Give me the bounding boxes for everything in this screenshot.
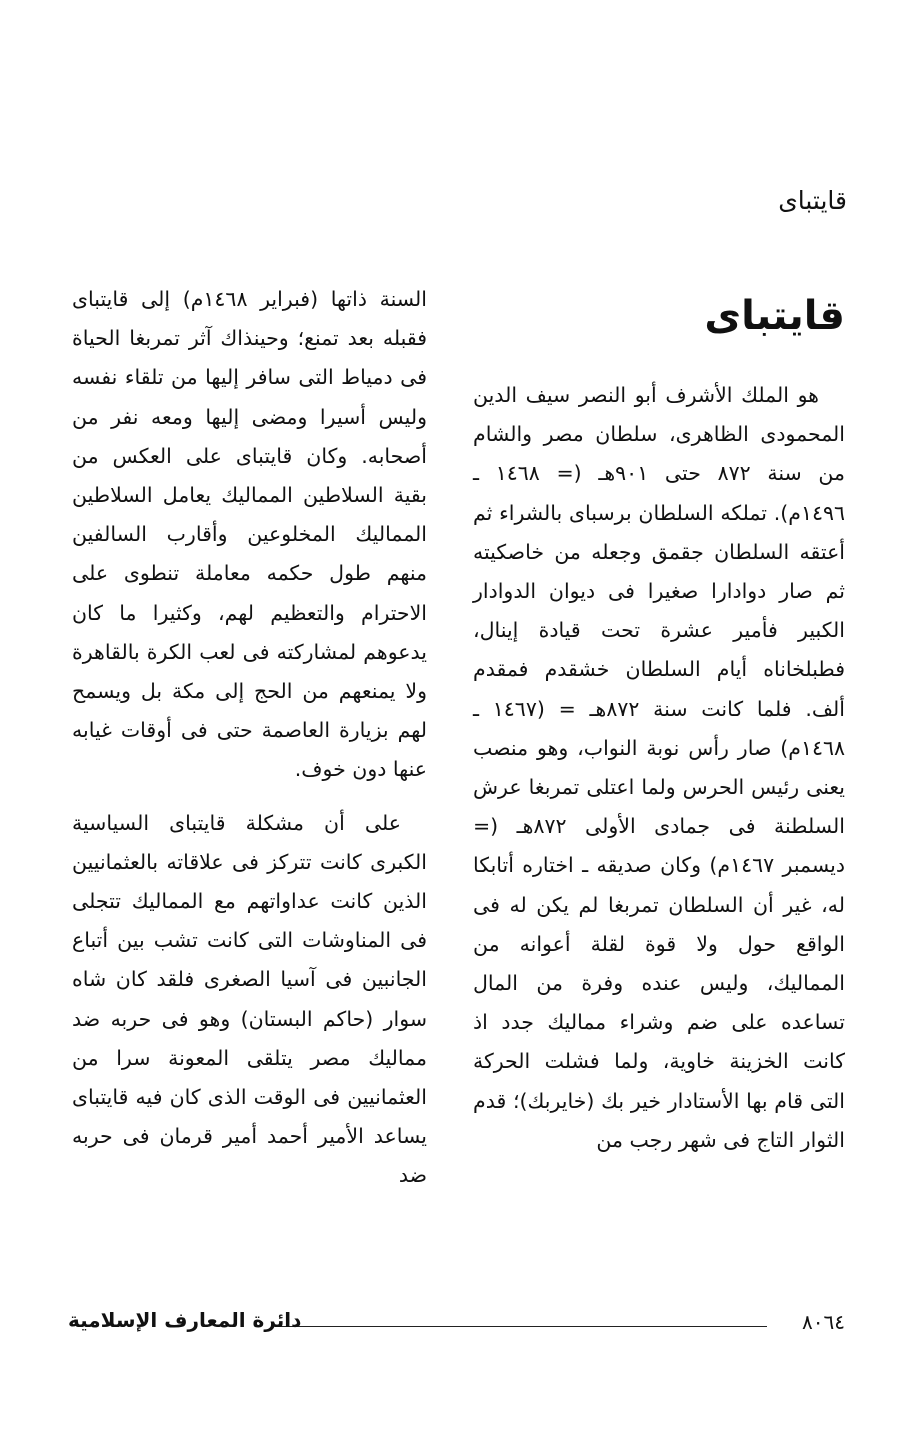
left-column: [72, 280, 427, 1196]
right-column-text: هو الملك الأشرف أبو النصر سيف الدين المحمودى الظاهرى، سلطان مصر والشام من سنة ٨٧٢ حتى ٩٠١هـ (= ١٤٦٨ ـ ١٤٩٦م). تملكه السلطان برسباى بالشراء ثم أعتقه السلطان جقمق وجعله من خاصكيته ثم صار دوادارا صغيرا فى ديوان الدوادار الكبير فأمير عشرة تحت قيادة إينال، فطبلخاناه أيام السلطان خشقدم فمقدم ألف. فلما كانت سنة ٨٧٢هـ = (١٤٦٧ ـ ١٤٦٨م) صار رأس نوبة النواب، وهو منصب يعنى رئيس الحرس ولما اعتلى تمربغا عرش السلطنة فى جمادى الأولى ٨٧٢هـ (= ديسمبر ١٤٦٧م) وكان صديقه ـ اختاره أتابكا له، غير أن السلطان تمربغا لم يكن له فى الواقع حول ولا قوة لقلة أعوانه من المماليك، وليس عنده وفرة من المال تساعده على ضم وشراء مماليك جدد اذ كانت الخزينة خاوية، ولما فشلت الحركة التى قام بها الأستادار خير بك (خايربك)؛ قدم الثوار التاج فى شهر رجب من: [473, 383, 845, 1152]
page-footer: [68, 1310, 845, 1340]
running-header: قايتباى: [778, 186, 847, 215]
page-number: ٨٠٦٤: [802, 1310, 845, 1334]
right-column: [473, 290, 845, 1160]
footer-rule: [276, 1326, 767, 1327]
publication-name: دائرة المعارف الإسلامية: [68, 1308, 302, 1332]
entry-title: قايتباى: [704, 293, 845, 339]
left-column-paragraph-1: السنة ذاتها (فبراير ١٤٦٨م) إلى قايتباى فقبله بعد تمنع؛ وحينذاك آثر تمربغا الحياة فى دمياط التى سافر إليها من تلقاء نفسه وليس أسيرا ومضى إليها ومعه نفر من أصحابه. وكان قايتباى على العكس من بقية السلاطين المماليك يعامل السلاطين المماليك المخلوعين وأقارب السالفين منهم طول حكمه معاملة تنطوى على الاحترام والتعظيم لهم، وكثيرا ما كان يدعوهم لمشاركته فى لعب الكرة بالقاهرة ولا يمنعهم من الحج إلى مكة بل ويسمح لهم بزيارة العاصمة حتى فى أوقات غيابه عنها دون خوف.: [72, 287, 427, 782]
left-column-paragraph-2: على أن مشكلة قايتباى السياسية الكبرى كانت تتركز فى علاقاته بالعثمانيين الذين كانت عداواتهم مع المماليك تتجلى فى المناوشات التى كانت تشب بين أتباع الجانبين فى آسيا الصغرى فلقد كان شاه سوار (حاكم البستان) وهو فى حربه ضد مماليك مصر يتلقى المعونة سرا من العثمانيين فى الوقت الذى كان فيه قايتباى يساعد الأمير أحمد أمير قرمان فى حربه ضد: [72, 810, 427, 1188]
